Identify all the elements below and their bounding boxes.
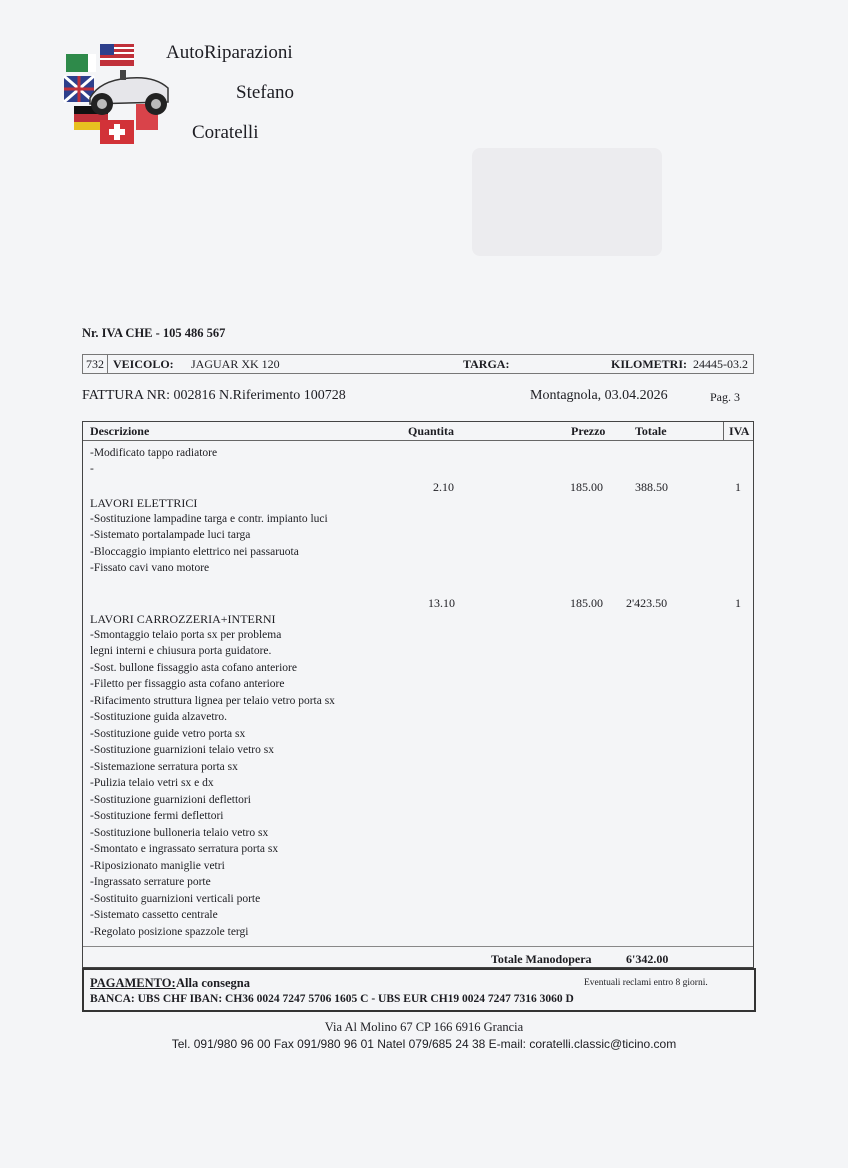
vehicle-label: VEICOLO: (113, 357, 174, 371)
list-item: -Rifacimento struttura lignea per telaio vetro porta sx (90, 695, 335, 707)
list-item: -Sistemato cassetto centrale (90, 909, 218, 921)
labor-total-row (83, 946, 753, 969)
bank-details: BANCA: UBS CHF IBAN: CH36 0024 7247 5706 1605 C - UBS EUR CH19 0024 7247 7316 3060 D (90, 993, 574, 1005)
list-item: -Smontato e ingrassato serratura porta sx (90, 843, 279, 855)
vehicle-model: JAGUAR XK 120 (191, 357, 280, 371)
list-item: -Sostituzione bulloneria telaio vetro sx (90, 827, 269, 839)
list-item: -Regolato posizione spazzole tergi (90, 926, 249, 938)
logo-flags-car-icon (60, 40, 170, 150)
group1-quantity: 2.10 (433, 480, 454, 494)
footer-address: Via Al Molino 67 CP 166 6916 Grancia (324, 1020, 524, 1034)
payment-label: PAGAMENTO: (90, 976, 176, 990)
header-total: Totale (635, 424, 667, 438)
payment-value: Alla consegna (176, 976, 250, 990)
list-item: - (90, 463, 94, 475)
km-value: 24445-03.2 (693, 357, 748, 371)
list-item: -Modificato tappo radiatore (90, 447, 218, 459)
table-header-row (83, 422, 753, 441)
list-item: -Sostituito guarnizioni verticali porte (90, 893, 261, 905)
vehicle-number: 732 (83, 355, 108, 373)
group2-vat: 1 (735, 596, 741, 610)
plate-label: TARGA: (463, 357, 510, 371)
claims-note: Eventuali reclami entro 8 giorni. (584, 978, 708, 988)
list-item: -Sost. bullone fissaggio asta cofano anteriore (90, 662, 297, 674)
company-name-line3: Coratelli (192, 122, 259, 143)
labor-total-label: Totale Manodopera (491, 952, 592, 966)
list-item: -Sostituzione guide vetro porta sx (90, 728, 246, 740)
company-logo (60, 40, 320, 150)
vat-number: Nr. IVA CHE - 105 486 567 (82, 326, 226, 340)
list-item: -Filetto per fissaggio asta cofano anteriore (90, 678, 285, 690)
list-item: -Sostituzione lampadine targa e contr. impianto luci (90, 513, 328, 525)
list-item: -Sostituzione guida alzavetro. (90, 711, 228, 723)
list-item: -Bloccaggio impianto elettrico nei passaruota (90, 546, 299, 558)
header-vat: IVA (729, 424, 750, 438)
group2-title: LAVORI CARROZZERIA+INTERNI (90, 612, 276, 626)
list-item: -Smontaggio telaio porta sx per problema (90, 629, 282, 641)
company-name-line1: AutoRiparazioni (166, 42, 293, 63)
list-item: -Sostituzione fermi deflettori (90, 810, 224, 822)
page-number: Pag. 3 (710, 390, 740, 404)
payment-box (82, 968, 756, 1012)
group1-total: 388.50 (635, 480, 668, 494)
group2-quantity: 13.10 (428, 596, 455, 610)
group1-price: 185.00 (570, 480, 603, 494)
list-item: -Riposizionato maniglie vetri (90, 860, 225, 872)
header-price: Prezzo (571, 424, 606, 438)
vehicle-info-bar (82, 354, 754, 374)
list-item: -Sistemazione serratura porta sx (90, 761, 238, 773)
list-item: -Sostituzione guarnizioni telaio vetro sx (90, 744, 274, 756)
km-label: KILOMETRI: (611, 357, 688, 371)
group2-total: 2'423.50 (626, 596, 668, 610)
invoice-place-date: Montagnola, 03.04.2026 (530, 388, 668, 403)
list-item: -Fissato cavi vano motore (90, 562, 210, 574)
list-item: -Sistemato portalampade luci targa (90, 529, 251, 541)
invoice-table (82, 421, 754, 968)
header-quantity: Quantita (408, 424, 455, 438)
list-item: -Ingrassato serrature porte (90, 876, 211, 888)
labor-total-value: 6'342.00 (626, 952, 669, 966)
header-description: Descrizione (90, 424, 150, 438)
list-item: -Pulizia telaio vetri sx e dx (90, 777, 214, 789)
list-item: -Sostituzione guarnizioni deflettori (90, 794, 251, 806)
footer-contacts: Tel. 091/980 96 00 Fax 091/980 96 01 Natel 079/685 24 38 E-mail: coratelli.classic@ticino.com (171, 1037, 677, 1051)
list-item: legni interni e chiusura porta guidatore. (90, 645, 272, 657)
redacted-address-block (472, 148, 662, 256)
group2-price: 185.00 (570, 596, 603, 610)
company-name-line2: Stefano (236, 82, 295, 103)
group1-vat: 1 (735, 480, 741, 494)
invoice-number: FATTURA NR: 002816 N.Riferimento 100728 (82, 388, 346, 403)
group1-title: LAVORI ELETTRICI (90, 496, 198, 510)
